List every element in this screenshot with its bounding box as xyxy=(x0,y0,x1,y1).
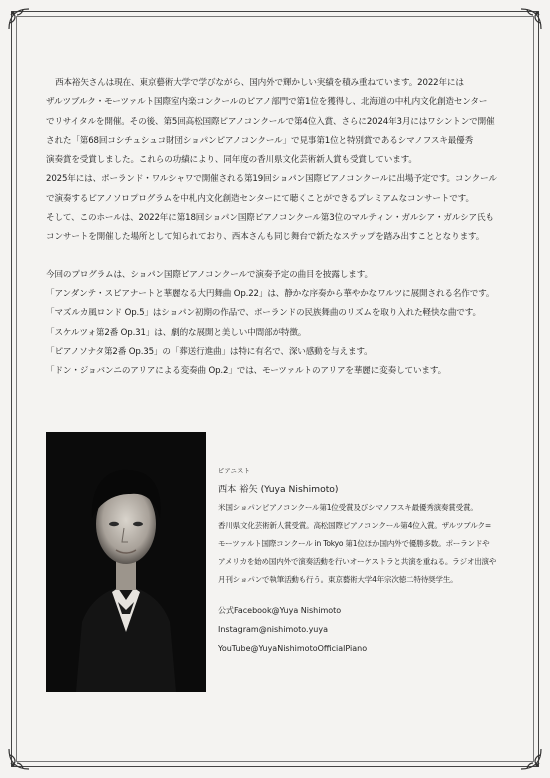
intro-line: ザルツブルク・モーツァルト国際室内楽コンクールのピアノ部門で第1位を獲得し、北海道の中札内文化創造センター xyxy=(46,97,488,108)
intro-line: で演奏するピアノソロプログラムを中札内文化創造センターにて聴くことができるプレミアムなコンサートです。 xyxy=(46,193,474,204)
main-text xyxy=(46,74,506,381)
bio-line: 香川県文化芸術新人賞受賞。高松国際ピアノコンクール第4位入賞。ザルツブルク= xyxy=(218,521,491,530)
intro-line: された「第68回コシチュシュコ財団ショパンピアノコンクール」で見事第1位と特別賞であるシマノフスキ最優秀 xyxy=(46,135,474,146)
corner-ornament-icon xyxy=(518,6,544,32)
instagram-link[interactable]: Instagram@nishimoto.yuya xyxy=(218,625,329,634)
bio-role: ピアニスト xyxy=(218,468,251,475)
facebook-link[interactable]: 公式Facebook@Yuya Nishimoto xyxy=(218,606,342,615)
bio-line: モーツァルト国際コンクール in Tokyo 第1位ほか国内外で優勝多数。ポーランドや xyxy=(218,539,490,548)
program-line: 「ドン・ジョバンニのアリアによる変奏曲 Op.2」では、モーツァルトのアリアを華麗に変奏しています。 xyxy=(46,366,447,377)
intro-line: 2025年には、ポーランド・ワルシャワで開催される第19回ショパン国際ピアノコンクールに出場予定です。コンクール xyxy=(46,174,497,185)
program-line: 「アンダンテ・スピアナートと華麗なる大円舞曲 Op.22」は、静かな序奏から華やかなワルツに展開される名作です。 xyxy=(46,288,495,299)
social-links xyxy=(218,601,518,658)
bio-name: 西本 裕矢 (Yuya Nishimoto) xyxy=(218,484,339,495)
pianist-bio xyxy=(218,466,518,658)
program-line: 今回のプログラムは、ショパン国際ピアノコンクールで演奏予定の曲目を披露します。 xyxy=(46,269,373,280)
corner-ornament-icon xyxy=(6,746,32,772)
program-line: 「スケルツォ第2番 Op.31」は、劇的な展開と美しい中間部が特徴。 xyxy=(46,327,307,338)
corner-ornament-icon xyxy=(518,746,544,772)
intro-line: 演奏賞を受賞しました。これらの功績により、同年度の香川県文化芸術新人賞も受賞しています。 xyxy=(46,155,417,166)
intro-line: コンサートを開催した場所として知られており、西本さんも同じ舞台で新たなステップを踏み出すこととなります。 xyxy=(46,232,485,243)
program-line: 「マズルカ風ロンド Op.5」はショパン初期の作品で、ポーランドの民族舞曲のリズムを取り入れた軽快な曲です。 xyxy=(46,308,481,319)
bio-line: アメリカを始め国内外で演奏活動を行いオーケストラと共演を重ねる。ラジオ出演や xyxy=(218,557,497,566)
pianist-portrait xyxy=(46,432,206,692)
intro-line: そして、このホールは、2022年に第18回ショパン国際ピアノコンクール第3位のマルティン・ガルシア・ガルシア氏も xyxy=(46,213,494,224)
bio-line: 米国ショパンピアノコンクール第1位受賞及びシマノフスキ最優秀演奏賞受賞。 xyxy=(218,503,478,512)
intro-line: でリサイタルを開催。その後、第5回高松国際ピアノコンクールで第4位入賞、さらに2024年3月にはワシントンで開催 xyxy=(46,116,495,127)
corner-ornament-icon xyxy=(6,6,32,32)
program-line: 「ピアノソナタ第2番 Op.35」の「葬送行進曲」は特に有名で、深い感動を与えます。 xyxy=(46,346,373,357)
intro-line: 西本裕矢さんは現在、東京藝術大学で学びながら、国内外で輝かしい実績を積み重ねています。2022年には xyxy=(55,78,464,88)
intro-paragraph xyxy=(46,74,506,248)
bio-line: 月刊ショパンで執筆活動も行う。東京藝術大学4年宗次徳二特待奨学生。 xyxy=(218,575,458,584)
program-paragraph xyxy=(46,266,506,382)
youtube-link[interactable]: YouTube@YuyaNishimotoOfficialPiano xyxy=(218,644,368,653)
